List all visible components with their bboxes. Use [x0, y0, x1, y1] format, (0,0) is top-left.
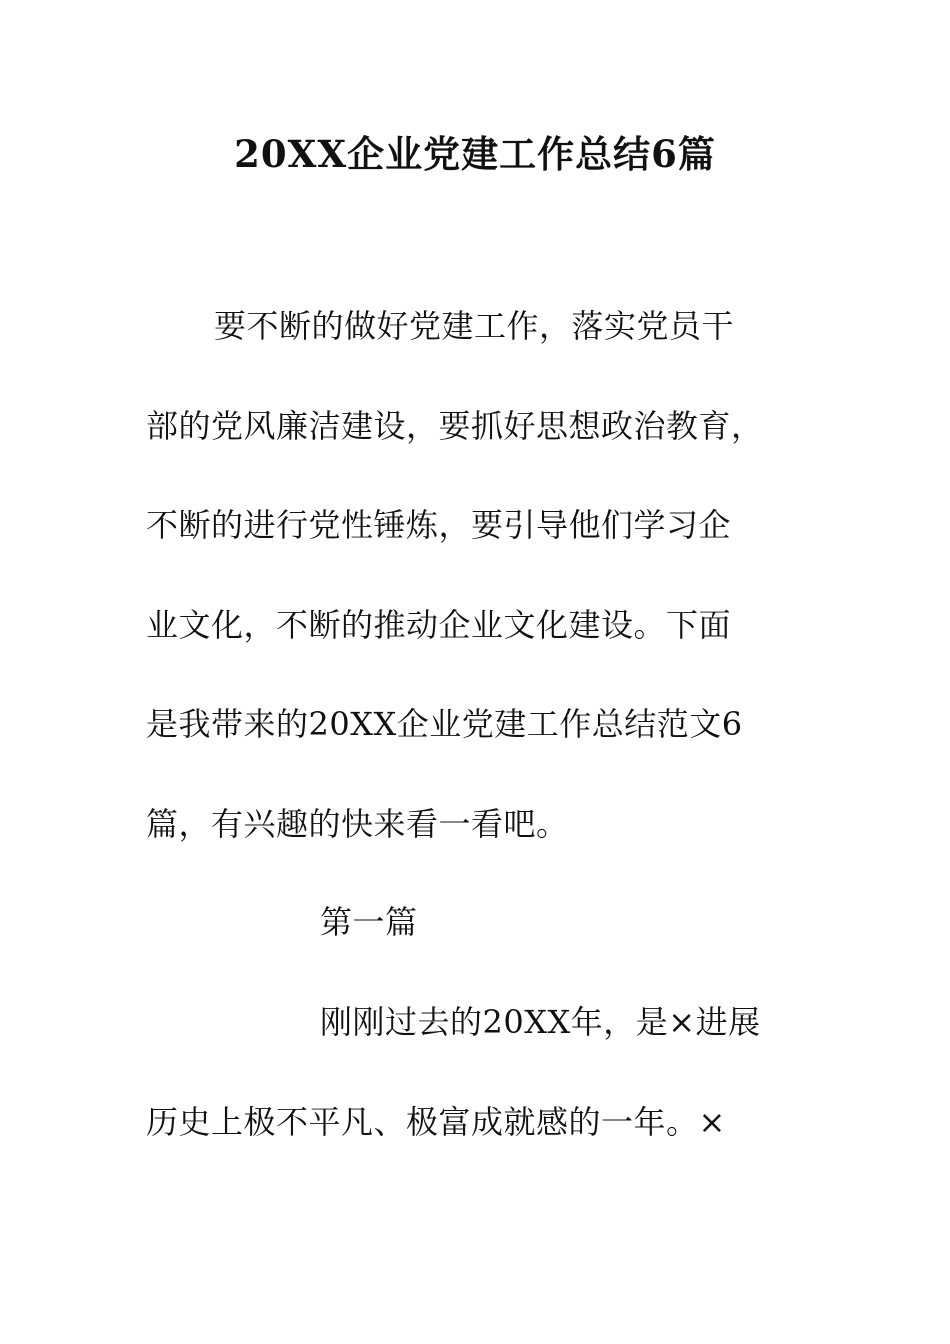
section-line-1: 刚刚过去的20XX年，是×进展 — [320, 1003, 761, 1041]
intro-line-6: 篇，有兴趣的快来看一看吧。 — [146, 805, 569, 843]
intro-line-4: 业文化，不断的推动企业文化建设。下面 — [146, 606, 732, 644]
section-line-2: 历史上极不平凡、极富成就感的一年。× — [146, 1103, 726, 1141]
intro-line-1: 要不断的做好党建工作，落实党员干 — [214, 307, 735, 345]
document-title: 20XX企业党建工作总结6篇 — [234, 132, 716, 176]
section-heading: 第一篇 — [320, 903, 418, 941]
intro-line-2: 部的党风廉洁建设，要抓好思想政治教育， — [146, 407, 764, 445]
intro-line-5: 是我带来的20XX企业党建工作总结范文6 — [146, 705, 743, 743]
intro-line-3: 不断的进行党性锤炼，要引导他们学习企 — [146, 506, 732, 544]
